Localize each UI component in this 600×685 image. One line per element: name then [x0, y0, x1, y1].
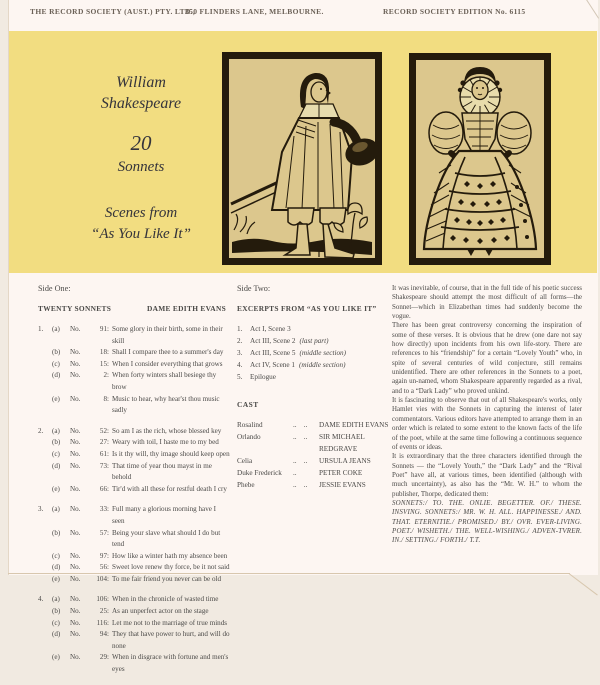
no-label: No.	[70, 574, 81, 583]
group-number	[38, 437, 49, 449]
sonnet-number: 66:	[99, 484, 109, 493]
cast-performer: PETER COKE	[319, 469, 363, 477]
sonnet-line: They that have power to hurt, and will do none	[112, 630, 230, 650]
sonnet-line: So am I as the rich, whose blessed key	[112, 426, 222, 435]
no-label: No.	[70, 528, 81, 537]
sonnet-line: Tir'd with all these for restful death I cry	[112, 484, 227, 493]
track-title: Act III, Scene 2	[250, 337, 296, 345]
sleeve-left-edge	[8, 0, 9, 575]
sonnet-number: 61:	[99, 449, 109, 458]
item-letter: (d)	[52, 371, 61, 380]
no-label: No.	[70, 505, 81, 514]
artist-line1: William	[116, 74, 166, 91]
sonnet-number: 29:	[99, 653, 109, 662]
track-number: 1.	[237, 325, 243, 333]
sonnet-line: As an unperfect actor on the stage	[112, 607, 209, 616]
sonnet-line: When in the chronicle of wasted time	[112, 595, 219, 604]
notes-paragraph: It is fascinating to observe that out of all Shakespeare's works, only Hamlet vies with the Sonnets in capturing the interest of later commentators. Various editors have attempted to arrange them in an order which is related to some extent to the known facts of the life of the poet, while at the same time following a continuous sequence of events or ideas.	[392, 396, 582, 451]
item-letter: (e)	[52, 394, 60, 403]
group-number: 1.	[38, 325, 44, 333]
group-number: 4.	[38, 595, 44, 604]
group-number	[38, 618, 49, 630]
sonnet-number: 104:	[96, 574, 109, 583]
notes-paragraph: There has been great controversy concerning the inspiration of some of these verses. It is obvious that he drew (one dare not say how directly) upon incidents from his own life-story. There are references to his “friendship” for a certain “Lovely Youth” who, in spite of several centuries of wild conjecture, still remains unidentified. There are other references in the Sonnets to a poet, again un-named, whom Shakespeare apparently regarded as a rival, and to a “Dark Lady” who proved unkind.	[392, 321, 582, 395]
cast-role: Celia	[237, 457, 253, 465]
item-letter: (c)	[52, 618, 60, 627]
scenes-line2: “As You Like It”	[91, 226, 191, 243]
cast-row	[237, 467, 395, 479]
sonnet-line: Is it thy will, thy image should keep open	[112, 449, 230, 458]
sonnet-line: That time of year thou mayst in me behold	[112, 461, 212, 482]
publisher-address: 350 FLINDERS LANE, MELBOURNE.	[185, 7, 324, 16]
no-label: No.	[70, 595, 81, 604]
sonnet-line: When I consider everything that grows	[112, 359, 223, 368]
sonnet-number: 56:	[99, 563, 109, 572]
track-note	[291, 323, 295, 335]
group-number: 2.	[38, 426, 44, 435]
no-label: No.	[70, 563, 81, 572]
sonnet-number: 2:	[103, 371, 109, 380]
cast-performer: URSULA JEANS	[319, 457, 371, 465]
cast-row	[237, 455, 395, 467]
cast-role: Phebe	[237, 481, 255, 489]
group-number	[38, 551, 49, 563]
sonnet-row	[38, 551, 230, 563]
no-label: No.	[70, 394, 81, 403]
track-row	[237, 323, 395, 335]
no-label: No.	[70, 653, 81, 662]
sonnet-line: When forty winters shall besiege thy brow	[112, 371, 217, 391]
sonnet-row	[38, 426, 230, 438]
cast-heading: CAST	[237, 400, 259, 409]
sonnet-group	[38, 426, 230, 496]
sonnet-row	[38, 652, 230, 675]
group-number	[38, 629, 49, 652]
no-label: No.	[70, 348, 81, 357]
sonnet-line: Music to hear, why hear'st thou music sadly	[112, 394, 220, 415]
track-row	[237, 335, 395, 347]
sonnet-number: 27:	[99, 438, 109, 447]
group-number: 3.	[38, 505, 44, 514]
track-number: 2.	[237, 337, 243, 345]
sonnet-row	[38, 606, 230, 618]
album-back-cover	[8, 0, 598, 674]
item-letter: (a)	[52, 505, 60, 514]
item-letter: (b)	[52, 607, 61, 616]
leader-dots: .. ..	[293, 457, 308, 465]
group-number	[38, 606, 49, 618]
cast-role: Orlando	[237, 433, 261, 441]
album-title-block	[48, 73, 234, 246]
side-two-section	[237, 284, 395, 491]
sonnet-row	[38, 618, 230, 630]
item-letter: (e)	[52, 574, 60, 583]
no-label: No.	[70, 461, 81, 470]
track-row	[237, 371, 395, 383]
track-note	[276, 371, 280, 383]
publisher-name: THE RECORD SOCIETY (AUST.) PTY. LTD.,	[30, 7, 196, 16]
sonnet-line: Shall I compare thee to a summer's day	[112, 348, 224, 357]
no-label: No.	[70, 438, 81, 447]
side-one-heading: Side One:	[38, 284, 71, 293]
artist-line2: Shakespeare	[100, 94, 182, 112]
scenes-line1: Scenes from	[104, 204, 178, 221]
sonnets-dedication: SONNETS:/ TO. THE. ONLIE. BEGETTER. OF./ THESE. INSVING. SONNETS:/ MR. W. H. ALL. HAPPINESSE./ AND. THAT. ETERNITIE./ PROMISED./ BY./ OVR. EVER-LIVING. POET./ WISHETH./ THE. WELL-WISHING./ ADVEN-TVRER. IN./ SETTING./ FORTH./ T.T.	[392, 498, 582, 545]
cast-role: Rosalind	[237, 421, 263, 429]
no-label: No.	[70, 325, 81, 333]
side-one-section	[38, 284, 230, 685]
item-letter: (c)	[52, 359, 60, 368]
sonnet-row	[38, 461, 230, 484]
sonnet-line: When in disgrace with fortune and men's eyes	[112, 653, 229, 674]
sonnet-group	[38, 594, 230, 675]
track-note: (last part)	[299, 337, 329, 345]
no-label: No.	[70, 484, 81, 493]
sonnet-number: 91:	[99, 325, 109, 333]
no-label: No.	[70, 449, 81, 458]
side-one-subheading	[38, 304, 230, 313]
leader-dots: .. ..	[293, 421, 308, 429]
track-note: (middle section)	[299, 349, 347, 357]
no-label: No.	[70, 359, 81, 368]
side-one-title: TWENTY SONNETS	[38, 304, 112, 313]
no-label: No.	[70, 607, 81, 616]
item-letter: (e)	[52, 484, 60, 493]
sonnet-line: Full many a glorious morning have I seen	[112, 505, 217, 525]
sonnet-line: How like a winter hath my absence been	[112, 551, 228, 560]
sonnet-number: 57:	[99, 528, 109, 537]
cast-row	[237, 419, 395, 431]
sonnet-line: Being your slave what should I do but tend	[112, 528, 221, 549]
sonnet-line: Weary with toil, I haste me to my bed	[112, 438, 219, 447]
woodcut-elizabethan-lady-illustration	[409, 53, 551, 265]
item-letter: (d)	[52, 630, 61, 639]
group-number	[38, 347, 49, 359]
track-number: 4.	[237, 361, 243, 369]
side-two-title: EXCERPTS FROM “AS YOU LIKE IT”	[237, 304, 377, 313]
sonnet-number: 106:	[96, 595, 109, 604]
group-number	[38, 528, 49, 551]
sonnet-number: 52:	[99, 426, 109, 435]
notes-paragraph: It is extraordinary that the three characters identified through the Sonnets — the “Lovely Youth,” the “Dark Lady” and the “Rival Poet” have all, at various times, been identified (although with much uncertainty), as also has the “Mr. W. H.” to whom the publisher, Thorpe, dedicated them:	[392, 452, 582, 498]
item-letter: (b)	[52, 348, 61, 357]
no-label: No.	[70, 630, 81, 639]
group-number	[38, 359, 49, 371]
item-letter: (c)	[52, 551, 60, 560]
item-letter: (e)	[52, 653, 60, 662]
leader-dots: .. ..	[293, 481, 308, 489]
group-number	[38, 574, 49, 586]
track-title: Act IV, Scene 1	[250, 361, 295, 369]
sonnet-row	[38, 347, 230, 359]
track-title: Act III, Scene 5	[250, 349, 296, 357]
cast-row	[237, 431, 395, 455]
item-letter: (a)	[52, 325, 60, 333]
work-number: 20	[130, 130, 152, 155]
sonnet-row	[38, 370, 230, 393]
sonnet-line: To me fair friend you never can be old	[112, 574, 222, 583]
work-title-sonnets: Sonnets	[117, 158, 165, 175]
track-note: (middle section)	[298, 361, 346, 369]
item-letter: (a)	[52, 595, 60, 604]
leader-dots: ..	[293, 469, 297, 477]
notes-paragraph: It was inevitable, of course, that in the full tide of his poetic success Shakespeare should attempt the most difficult of all forms—the Sonnet—which in Elizabethan times had suddenly become the vogue.	[392, 284, 582, 321]
leader-dots: .. ..	[293, 433, 308, 441]
track-title: Act I, Scene 3	[250, 325, 291, 333]
sonnet-row	[38, 629, 230, 652]
group-number	[38, 394, 49, 417]
track-row	[237, 347, 395, 359]
item-letter: (b)	[52, 438, 61, 447]
sonnet-number: 18:	[99, 348, 109, 357]
sonnet-line: Sweet love renew thy force, be it not said	[112, 563, 230, 572]
item-letter: (a)	[52, 426, 60, 435]
sonnet-number: 25:	[99, 607, 109, 616]
cast-performer: SIR MICHAEL REDGRAVE	[319, 433, 365, 453]
sonnet-row	[38, 594, 230, 606]
sonnet-number: 97:	[99, 551, 109, 560]
sonnet-row	[38, 574, 230, 586]
sonnet-row	[38, 324, 230, 347]
sonnet-number: 33:	[99, 505, 109, 514]
sonnet-row	[38, 359, 230, 371]
cast-row	[237, 479, 395, 491]
sonnet-number: 8:	[103, 394, 109, 403]
sonnet-line: Let me not to the marriage of true minds	[112, 618, 228, 627]
sonnet-row	[38, 394, 230, 417]
work-title-scenes	[48, 203, 234, 247]
side-one-performer: DAME EDITH EVANS	[147, 304, 226, 313]
cast-role: Duke Frederick	[237, 469, 282, 477]
group-number	[38, 449, 49, 461]
side-two-heading: Side Two:	[237, 284, 271, 293]
sonnet-row	[38, 504, 230, 527]
liner-notes-section	[392, 284, 582, 546]
sonnet-number: 94:	[99, 630, 109, 639]
no-label: No.	[70, 426, 81, 435]
sonnet-row	[38, 528, 230, 551]
group-number	[38, 370, 49, 393]
cast-performer: DAME EDITH EVANS	[319, 421, 389, 429]
sleeve-corner-edge	[568, 573, 597, 595]
track-number: 5.	[237, 373, 243, 381]
group-number	[38, 461, 49, 484]
cast-performer: JESSIE EVANS	[319, 481, 366, 489]
edition-number: RECORD SOCIETY EDITION No. 6115	[383, 7, 526, 16]
no-label: No.	[70, 618, 81, 627]
item-letter: (b)	[52, 528, 61, 537]
track-row	[237, 359, 395, 371]
sonnet-number: 15:	[99, 359, 109, 368]
track-title: Epilogue	[250, 373, 276, 381]
sonnet-row	[38, 484, 230, 496]
sonnet-row	[38, 437, 230, 449]
artist-name	[48, 73, 234, 115]
no-label: No.	[70, 371, 81, 380]
title-panel	[8, 31, 597, 273]
item-letter: (d)	[52, 461, 61, 470]
sonnet-row	[38, 449, 230, 461]
sonnet-group	[38, 324, 230, 417]
group-number	[38, 484, 49, 496]
sleeve-bottom-edge	[8, 573, 570, 574]
woodcut-cavalier-illustration	[222, 52, 382, 265]
sonnet-number: 116:	[96, 618, 109, 627]
sonnet-number: 73:	[99, 461, 109, 470]
no-label: No.	[70, 551, 81, 560]
sonnet-line: Some glory in their birth, some in their skill	[112, 325, 223, 345]
group-number	[38, 652, 49, 675]
item-letter: (c)	[52, 449, 60, 458]
item-letter: (d)	[52, 563, 61, 572]
track-number: 3.	[237, 349, 243, 357]
